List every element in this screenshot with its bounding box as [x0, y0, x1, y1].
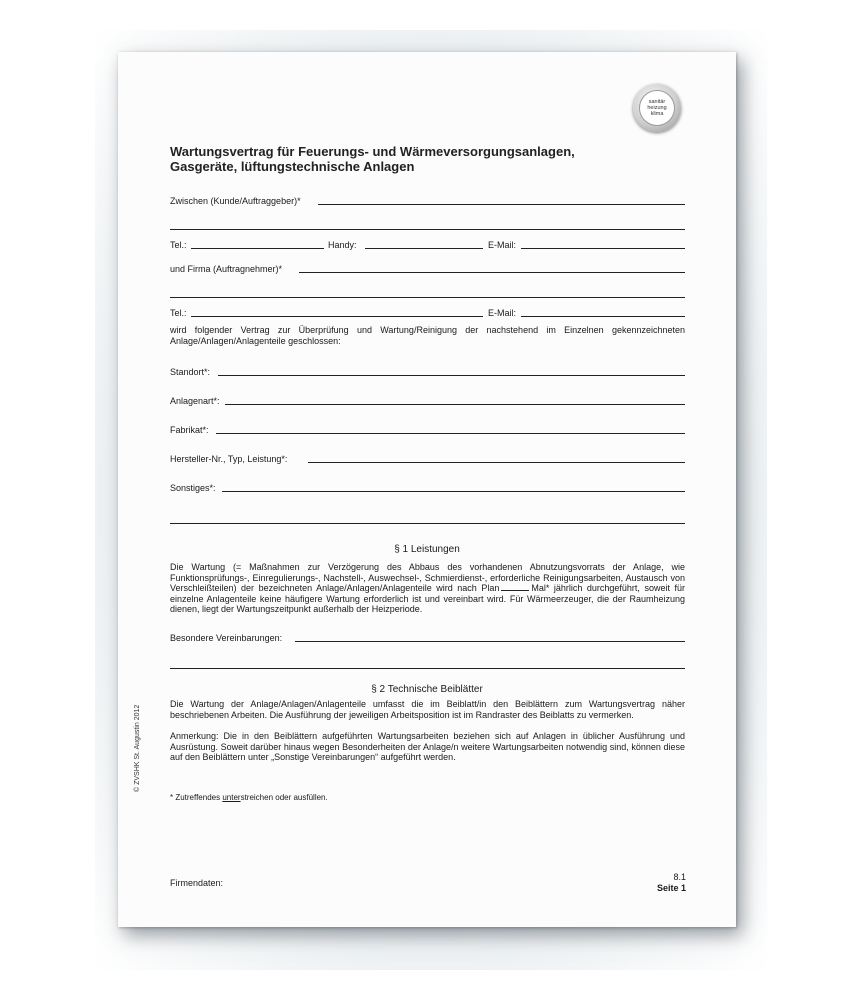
- client-field-line-2[interactable]: [170, 229, 685, 230]
- hersteller-field-line[interactable]: [308, 462, 685, 463]
- handy-field-line[interactable]: [365, 248, 483, 249]
- handy-label: Handy:: [328, 240, 357, 250]
- document-title: [170, 144, 575, 174]
- section1-text-b: Mal* jährlich durchgeführt, soweit für einzelne Anlagenteile keine häufigere Wartung erforderlich ist und vereinbart wird. Für Wärmeerzeuger, die der Raumheizung dienen, liegt der Wartungszeitpunkt außerhalb der Heizperiode.: [170, 583, 685, 615]
- fabrikat-label: Fabrikat*:: [170, 425, 209, 435]
- tel2-field-line[interactable]: [191, 316, 483, 317]
- section2-heading: § 2 Technische Beiblätter: [371, 684, 483, 695]
- footnote-prefix: * Zutreffendes: [170, 793, 223, 802]
- logo-text-2: heizung: [647, 105, 667, 111]
- anlagenart-field-line[interactable]: [225, 404, 685, 405]
- tel2-label: Tel.:: [170, 308, 187, 318]
- anlagenart-label: Anlagenart*:: [170, 396, 220, 406]
- fabrikat-field-line[interactable]: [216, 433, 685, 434]
- standort-field-line[interactable]: [218, 375, 685, 376]
- footnote: [170, 793, 328, 802]
- page-label: Seite 1: [656, 883, 686, 893]
- firmendaten-label: Firmendaten:: [170, 878, 224, 888]
- section2-paragraph-1: Die Wartung der Anlage/Anlagen/Anlagenteile umfasst die im Beiblatt/in den Beiblättern zum Wartungsvertrag näher beschriebenen Arbeiten. Die Ausführung der jeweiligen Arbeitsposition ist im Randraster des Beiblatts zu vermerken.: [170, 699, 685, 720]
- section1-paragraph: [170, 562, 685, 615]
- client-label: Zwischen (Kunde/Auftraggeber)*: [170, 196, 301, 206]
- contractor-label: und Firma (Auftragnehmer)*: [170, 264, 283, 274]
- email2-field-line[interactable]: [521, 316, 685, 317]
- logo-badge: [639, 90, 675, 126]
- document-page: [118, 52, 736, 927]
- special-agreements-label: Besondere Vereinbarungen:: [170, 633, 283, 643]
- logo-text-1: sanitär: [648, 99, 666, 105]
- doc-number: 8.1: [673, 872, 686, 882]
- contractor-field-line-2[interactable]: [170, 297, 685, 298]
- sonstiges-field-line-2[interactable]: [170, 523, 685, 524]
- frequency-field-line[interactable]: [501, 590, 529, 591]
- association-logo: [633, 84, 681, 132]
- logo-text-3: klima: [650, 111, 664, 117]
- title-line-2: Gasgeräte, lüftungstechnische Anlagen: [170, 159, 415, 174]
- tel-label: Tel.:: [170, 240, 187, 250]
- sonstiges-field-line[interactable]: [222, 491, 685, 492]
- footnote-underlined: unter: [222, 793, 241, 802]
- sonstiges-label: Sonstiges*:: [170, 483, 216, 493]
- email-field-line[interactable]: [521, 248, 685, 249]
- tel-field-line[interactable]: [191, 248, 324, 249]
- section2-paragraph-2: Anmerkung: Die in den Beiblättern aufgeführten Wartungsarbeiten beziehen sich auf Anlagen in üblicher Ausführung und Ausrüstung. Soweit darüber hinaus wegen Besonderheiten der Anlage/n weitere Wartungsarbeiten notwendig sind, können diese auf den Beiblättern unter „Sonstige Vereinbarungen“ aufgeführt werden.: [170, 731, 685, 763]
- email2-label: E-Mail:: [488, 308, 517, 318]
- title-line-1: Wartungsvertrag für Feuerungs- und Wärmeversorgungsanlagen,: [170, 144, 575, 159]
- footnote-suffix: streichen oder ausfüllen.: [240, 793, 328, 802]
- section1-text-a: Die Wartung (= Maßnahmen zur Verzögerung des Abbaus des vorhandenen Abnutzungsvorrats der Anlage, wie Funktionsprüfungs-, Einregulierungs-, Nachstell-, Auswechsel-, Schmierdienst-, erforderliche Reinigungsarbeiten, Austausch von Verschleißteilen) der bezeichneten Anlage/Anlagen/Anlagenteile wird nach Plan: [170, 562, 685, 594]
- special-agreements-field-line[interactable]: [295, 641, 685, 642]
- contractor-field-line[interactable]: [299, 272, 685, 273]
- section1-heading: § 1 Leistungen: [394, 544, 460, 555]
- email-label: E-Mail:: [488, 240, 517, 250]
- client-field-line[interactable]: [318, 204, 685, 205]
- intro-paragraph: wird folgender Vertrag zur Überprüfung und Wartung/Reinigung der nachstehend im Einzelnen gekennzeichneten Anlage/Anlagen/Anlagenteile geschlossen:: [170, 325, 685, 346]
- special-agreements-field-line-2[interactable]: [170, 668, 685, 669]
- hersteller-label: Hersteller-Nr., Typ, Leistung*:: [170, 454, 288, 464]
- page-number-block: [648, 872, 686, 894]
- copyright-notice: © ZVSHK St. Augustin 2012: [134, 704, 141, 792]
- standort-label: Standort*:: [170, 367, 211, 377]
